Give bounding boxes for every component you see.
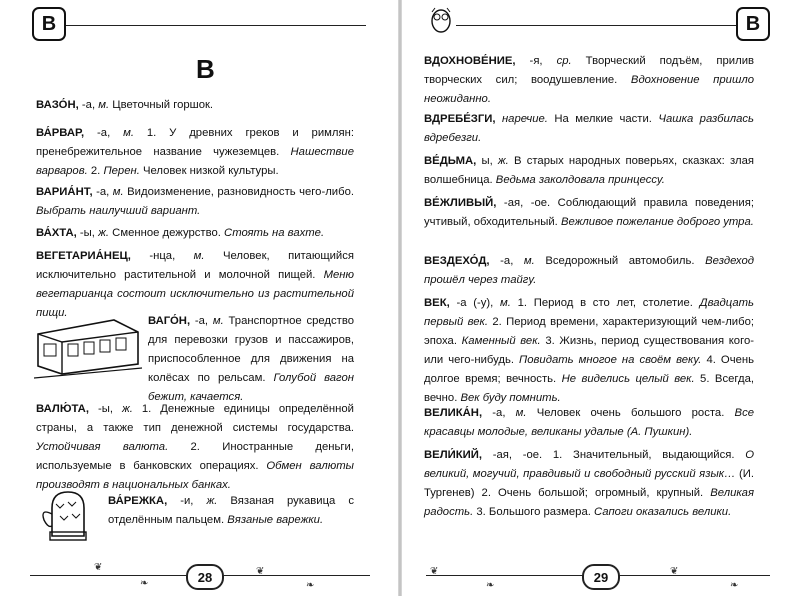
owl-icon <box>428 6 454 34</box>
dictionary-entry: ВА́РВАР, -а, м. 1. У древних греков и римлян: пренебрежительное название чужеземцев. Нашествие варваров. 2. Перен. Человек низкой культуры. <box>36 127 354 177</box>
train-wagon-illustration <box>34 312 144 382</box>
mitten-illustration <box>38 488 98 544</box>
dictionary-entry: ВА́ХТА, -ы, ж. Сменное дежурство. Стоять на вахте. <box>36 227 325 239</box>
right-page <box>400 0 800 596</box>
dictionary-entry: ВЕЛИКА́Н, -а, м. Человек очень большого роста. Все красавцы молодые, великаны удалые (А. Пушкин). <box>424 407 754 438</box>
corner-letter-box: В <box>736 7 770 41</box>
dictionary-entry: ВДОХНОВЕ́НИЕ, -я, ср. Творческий подъём, прилив творческих сил; воодушевление. Вдохновение пришло неожиданно. <box>424 55 755 105</box>
leaf-icon: ❦ <box>256 566 265 577</box>
dictionary-entry: ВАРИА́НТ, -а, м. Видоизменение, разновидность чего-либо. Выбрать наилучший вариант. <box>36 186 354 217</box>
dictionary-entry: ВА́РЕЖКА, -и, ж. Вязаная рукавица с отделённым пальцем. Вязаные варежки. <box>108 495 354 526</box>
dictionary-entry: ВАГО́Н, -а, м. Транспортное средство для перевозки грузов и пассажиров, приспособленное для движения на колёсах по рельсам. Голубой вагон бежит, качается. <box>148 315 354 403</box>
leaf-icon: ❧ <box>140 578 149 589</box>
dictionary-entry: ВЕГЕТАРИА́НЕЦ, -нца, м. Человек, питающийся исключительно растительной и молочной пищей. Меню вегетарианца состоит исключительно из растительной пищи. <box>36 250 354 319</box>
leaf-icon: ❧ <box>306 580 315 591</box>
leaf-icon: ❧ <box>486 580 495 591</box>
leaf-icon: ❦ <box>94 562 103 573</box>
dictionary-entry: ВЕЛИ́КИЙ, -ая, -ое. 1. Значительный, выдающийся. О великий, могучий, правдивый и свободный русский язык… (И. Тургенев) 2. Очень большой; огромный, крупный. Великая радость. 3. Большого размера. Сапоги оказались велики. <box>424 449 754 518</box>
corner-letter-box: В <box>32 7 66 41</box>
page-number: 28 <box>186 564 224 590</box>
header-rule <box>456 25 736 26</box>
dictionary-entry: ВЕЗДЕХО́Д, -а, м. Вседорожный автомобиль. Вездеход прошёл через тайгу. <box>424 255 754 286</box>
leaf-icon: ❦ <box>430 566 439 577</box>
dictionary-entry: ВАЛЮ́ТА, -ы, ж. 1. Денежные единицы определённой страны, а также тип денежной системы государства. Устойчивая валюта. 2. Иностранные деньги, используемые в банковских операциях. Обмен валюты производят в национальных банках. <box>36 403 354 491</box>
leaf-icon: ❦ <box>670 566 679 577</box>
section-letter: В <box>196 54 215 84</box>
header-rule <box>66 25 366 26</box>
page-number: 29 <box>582 564 620 590</box>
dictionary-entry: ВАЗО́Н, -а, м. Цветочный горшок. <box>36 99 214 111</box>
dictionary-entry: ВЕ́ДЬМА, ы, ж. В старых народных поверьях, сказках: злая волшебница. Ведьма заколдовала принцессу. <box>424 155 754 186</box>
leaf-icon: ❧ <box>730 580 739 591</box>
dictionary-entry: ВЕ́ЖЛИВЫЙ, -ая, -ое. Соблюдающий правила поведения; учтивый, обходительный. Вежливое пожелание доброго утра. <box>424 197 754 228</box>
dictionary-entry: ВЕК, -а (-у), м. 1. Период в сто лет, столетие. Двадцать первый век. 2. Период времени, характеризующий чем-либо; эпоха. Каменный век. 3. Жизнь, период существования кого- или чего-нибудь. Повидать многое на своём веку. 4. Очень долгое время; вечность. Не виделись целый век. 5. Всегда, вечно. Век буду помнить. <box>424 297 754 404</box>
dictionary-entry: ВДРЕБЕ́ЗГИ, наречие. На мелкие части. Чашка разбилась вдребезги. <box>424 113 754 144</box>
